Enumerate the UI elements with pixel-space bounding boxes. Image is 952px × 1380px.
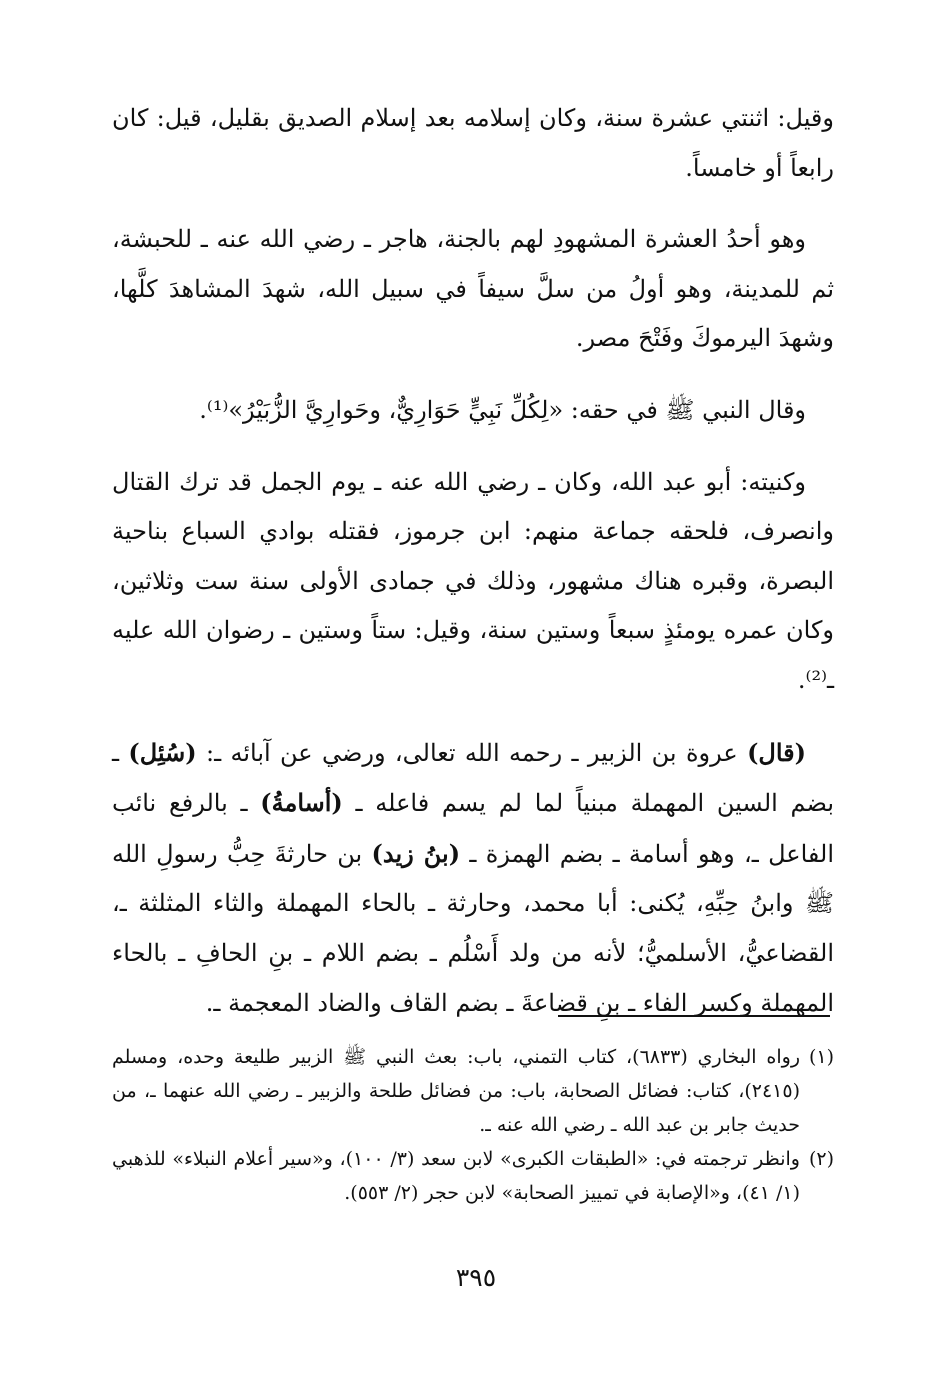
p5-text-3: ـ بالرفع نائب الفاعل ـ، وهو أسامة ـ بضم الهمزة ـ: [112, 789, 834, 868]
paragraph-3: وقال النبي ﷺ في حقه: «لِكُلِّ نَبِيٍّ حَوَارِيٌّ، وحَوارِيَّ الزُّبَيْرُ»⁽¹⁾.: [199, 395, 806, 424]
footnote-1: [112, 1040, 834, 1142]
p5-text-4: بن حارثةَ حِبُّ رسولِ الله ﷺ وابنُ حِبِّهِ، يُكنى: أبا محمد، وحارثة ـ بالحاء المهملة والثاء المثلثة ـ، القضاعيُّ، الأسلميُّ؛ لأنه من ولد أَسْلُم ـ بضم اللام ـ بنِ الحافِ ـ بالحاء المهملة وكسر الفاء ـ بنِ قضاعةَ ـ بضم القاف والضاد المعجمة ـ.: [112, 839, 834, 1017]
footnote-number: (٢): [808, 1148, 834, 1170]
footnote-number: (١): [808, 1046, 834, 1068]
paragraph-5: [112, 728, 834, 1029]
bold-term-suila: (سُئِل): [128, 737, 197, 767]
paragraph-2: وهو أحدُ العشرة المشهودِ لهم بالجنة، هاجر ـ رضي الله عنه ـ للحبشة، ثم للمدينة، وهو أولُ من سلَّ سيفاً في سبيل الله، شهدَ المشاهدَ كلَّها، وشهدَ اليرموكَ وفَتْحَ مصر.: [112, 225, 834, 353]
footnote-text: رواه البخاري (٦٨٣٣)، كتاب التمني، باب: بعث النبي ﷺ الزبير طليعة وحده، ومسلم (٢٤١٥)، كتاب: فضائل الصحابة، باب: من فضائل طلحة والزبير ـ رضي الله عنهما ـ، من حديث جابر بن عبد الله ـ رضي الله عنه ـ.: [112, 1046, 800, 1136]
footnote-separator: [558, 1015, 830, 1017]
page-number: ٣٩٥: [455, 1263, 497, 1292]
p5-text-1: عروة بن الزبير ـ رحمه الله تعالى، ورضي عن آبائه ـ:: [196, 738, 748, 767]
p5-text-2: ـ بضم السين المهملة مبنياً لما لم يسم فاعله ـ: [112, 738, 834, 818]
main-text: [112, 94, 834, 1050]
bold-term-usama: (أسامةُ): [260, 788, 343, 818]
footnote-text: وانظر ترجمته في: «الطبقات الكبرى» لابن سعد (٣/ ١٠٠)، و«سير أعلام النبلاء» للذهبي (١/ ٤١)، و«الإصابة في تمييز الصحابة» لابن حجر (٢/ ٥٥٣).: [112, 1148, 800, 1204]
paragraph-4: وكنيته: أبو عبد الله، وكان ـ رضي الله عنه ـ يوم الجمل قد ترك القتال وانصرف، فلحقه جماعة منهم: ابن جرموز، فقتله بوادي السباع بناحية البصرة، وقبره هناك مشهور، وذلك في جمادى الأولى سنة ست وثلاثين، وكان عمره يومئذٍ سبعاً وستين سنة، وقيل: ستاً وستين ـ رضوان الله عليه ـ⁽²⁾.: [112, 467, 834, 694]
paragraph-1: وقيل: اثنتي عشرة سنة، وكان إسلامه بعد إسلام الصديق بقليل، قيل: كان رابعاً أو خامساً.: [112, 104, 834, 182]
footnotes: [112, 1040, 834, 1210]
bold-term-qala: (قال): [747, 737, 806, 767]
footnote-2: [112, 1142, 834, 1210]
bold-term-ibn-zayd: (بنُ زيد): [371, 838, 461, 868]
